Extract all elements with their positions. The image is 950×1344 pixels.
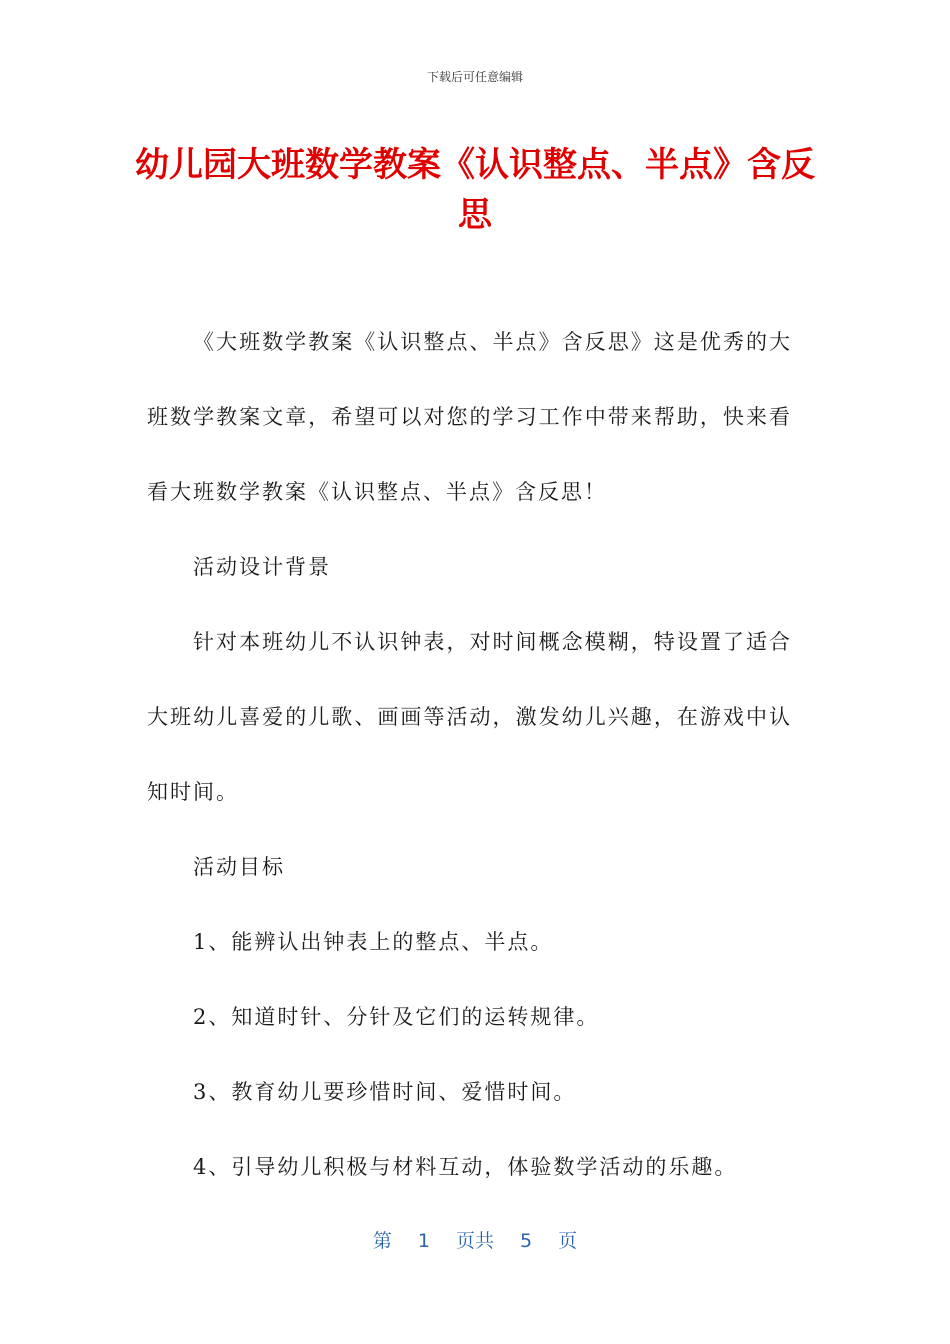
background-paragraph: 针对本班幼儿不认识钟表，对时间概念模糊，特设置了适合大班幼儿喜爱的儿歌、画画等活动，激发幼儿兴趣，在游戏中认知时间。 xyxy=(147,630,792,804)
document-title: 幼儿园大班数学教案《认识整点、半点》含反思 xyxy=(135,145,815,235)
header-note: 下载后可任意编辑 xyxy=(426,70,523,84)
intro-paragraph: 《大班数学教案《认识整点、半点》含反思》这是优秀的大班数学教案文章，希望可以对您的学习工作中带来帮助，快来看看大班数学教案《认识整点、半点》含反思！ xyxy=(147,330,792,504)
section-heading-background: 活动设计背景 xyxy=(193,555,331,579)
page-total: 5 xyxy=(520,1230,533,1252)
page-suffix: 页 xyxy=(558,1230,578,1252)
page-prefix: 第 xyxy=(372,1230,392,1252)
page-mid: 页共 xyxy=(455,1230,494,1252)
goal-item-4: 4、引导幼儿积极与材料互动，体验数学活动的乐趣。 xyxy=(193,1155,738,1179)
goal-item-1: 1、能辨认出钟表上的整点、半点。 xyxy=(193,930,554,954)
page-number: 1 xyxy=(417,1230,430,1252)
section-heading-goals: 活动目标 xyxy=(193,855,285,879)
goal-item-2: 2、知道时针、分针及它们的运转规律。 xyxy=(193,1005,600,1029)
page-footer xyxy=(0,1226,950,1253)
goal-item-3: 3、教育幼儿要珍惜时间、爱惜时间。 xyxy=(193,1080,577,1104)
document-body xyxy=(147,305,792,1205)
